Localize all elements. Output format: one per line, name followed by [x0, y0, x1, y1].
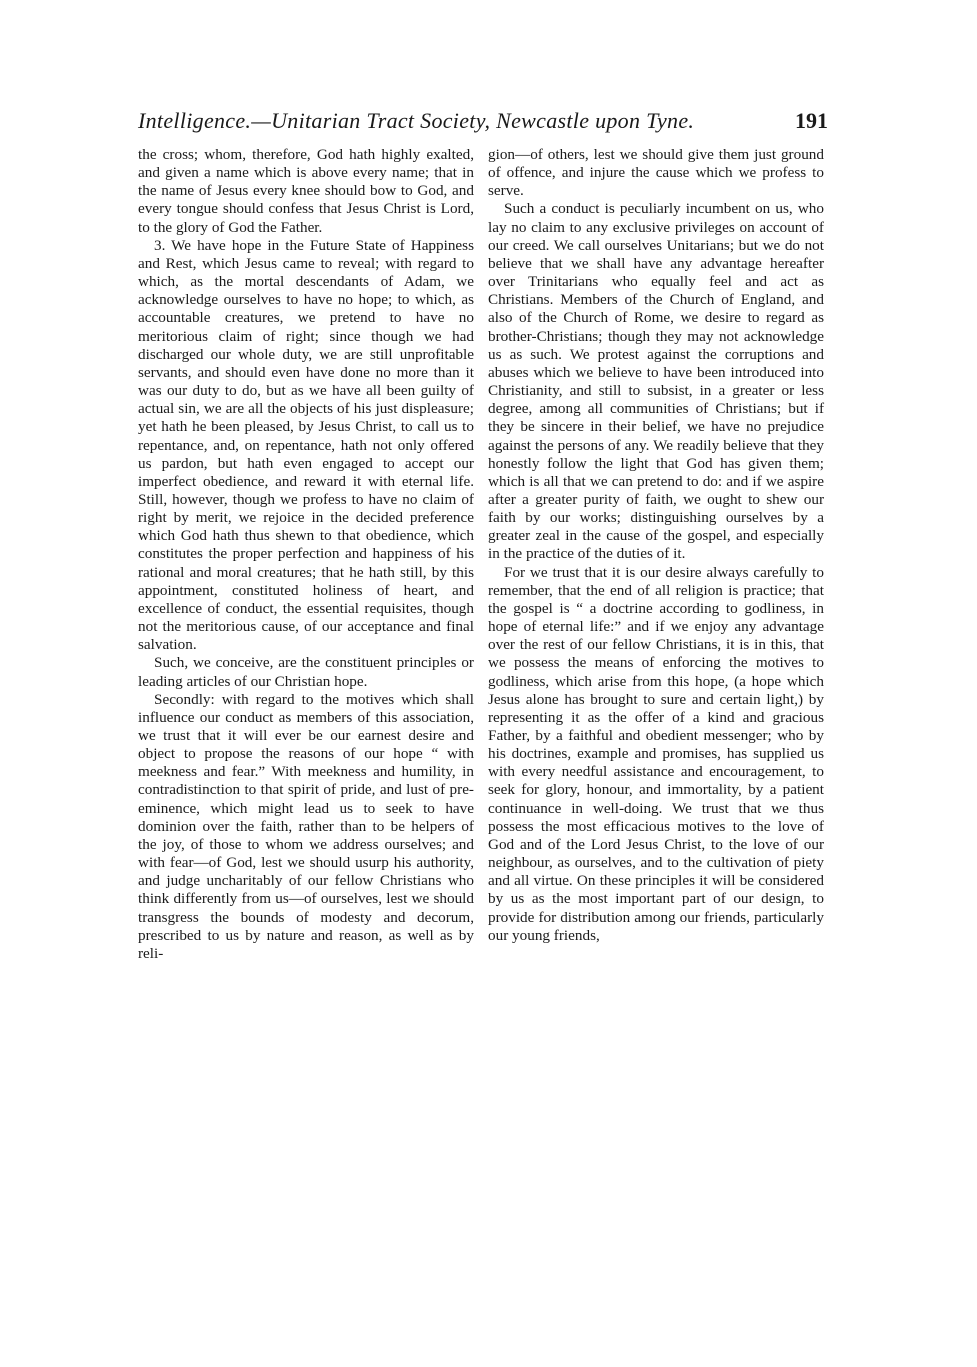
paragraph: 3. We have hope in the Future State of Happiness and Rest, which Jesus came to reveal; with regard to which, as the mortal descendants of Adam, we acknowledge ourselves to have no hope; to which, as accountable creatures, we pretend to have no meritorious claim of right; since though we had discharged our whole duty, we are still unprofitable servants, and should even have done no more than it was our duty to do, but as we have all been guilty of actual sin, we are all the objects of his just displeasure; yet hath he been pleased, by Jesus Christ, to call us to repentance, and, on repentance, hath not only offered us pardon, but hath even engaged to accept our imperfect obedience, and reward it with eternal life. Still, however, though we profess to have no claim of right by merit, we rejoice in the decided preference which God hath thus shewn to that obedience, which constitutes the proper perfection and happiness of his rational and moral creatures; that he hath still, by this appointment, constituted holiness of heart, and excellence of conduct, the essential requisites, though not the meritorious cause, of our acceptance and final salvation. [138, 236, 474, 654]
paragraph: the cross; whom, therefore, God hath highly exalted, and given a name which is above every name; that in the name of Jesus every knee should bow to God, and every tongue should confess that Jesus Christ is Lord, to the glory of God the Father. [138, 146, 474, 236]
right-column [488, 146, 824, 945]
page-header [138, 108, 828, 138]
paragraph: gion—of others, lest we should give them just ground of offence, and injure the cause which we profess to serve. [488, 146, 824, 200]
running-title: Intelligence.—Unitarian Tract Society, Newcastle upon Tyne. [138, 108, 695, 133]
page-number: 191 [795, 108, 828, 133]
paragraph: Such a conduct is peculiarly incumbent on us, who lay no claim to any exclusive privileges on account of our creed. We call ourselves Unitarians; but we do not believe that we shall have any advantage hereafter over Trinitarians who equally feel and act as Christians. Members of the Church of England, and also of the Church of Rome, we desire to regard as brother-Christians; though they may not acknowledge us as such. We protest against the corruptions and abuses which we believe to have been introduced into Christianity, and still to subsist, in a greater or less degree, among all communities of Christians; but if they be sincere in their belief, we have no prejudice against the persons of any. We readily believe that they honestly follow the light that God has given them; which is all that we can pretend to do: and if we aspire after a greater purity of faith, we ought to shew our faith by our works; distinguishing ourselves by a greater zeal in the cause of the gospel, and especially in the practice of the duties of it. [488, 200, 824, 563]
paragraph: Secondly: with regard to the motives which shall influence our conduct as members of this association, we trust that it will ever be our earnest desire and object to propose the reasons of our hope “ with meekness and fear.” With meekness and humility, in contradistinction to that spirit of pride, and lust of pre-eminence, which might lead us to seek to have dominion over the faith, rather than to be helpers of the joy, of those to whom we address ourselves; and with fear—of God, lest we should usurp his authority, and judge uncharitably of our fellow Christians who think differently from us—of ourselves, lest we should transgress the bounds of modesty and decorum, prescribed to us by nature and reason, as well as by reli- [138, 690, 474, 962]
paragraph: Such, we conceive, are the constituent principles or leading articles of our Christian hope. [138, 654, 474, 690]
paragraph: For we trust that it is our desire always carefully to remember, that the end of all religion is practice; that the gospel is “ a doctrine according to godliness, in hope of eternal life:” and if we enjoy any advantage over the rest of our fellow Christians, it is in this, that we possess the means of enforcing the motives to godliness, which arise from this hope, (a hope which Jesus alone has brought to sure and certain light,) by representing it as the offer of a kind and gracious Father, by a faithful and obedient messenger; who by his doctrines, example and promises, has supplied us with every needful assistance and encouragement, to seek for glory, honour, and immortality, by a patient continuance in well-doing. We trust that we thus possess the most efficacious motives to the love of God and of the Lord Jesus Christ, to the love of our neighbour, as ourselves, and to the cultivation of piety and all virtue. On these principles it will be considered by us as the most important part of our design, to provide for distribution among our friends, particularly our young friends, [488, 563, 824, 944]
left-column [138, 146, 474, 963]
